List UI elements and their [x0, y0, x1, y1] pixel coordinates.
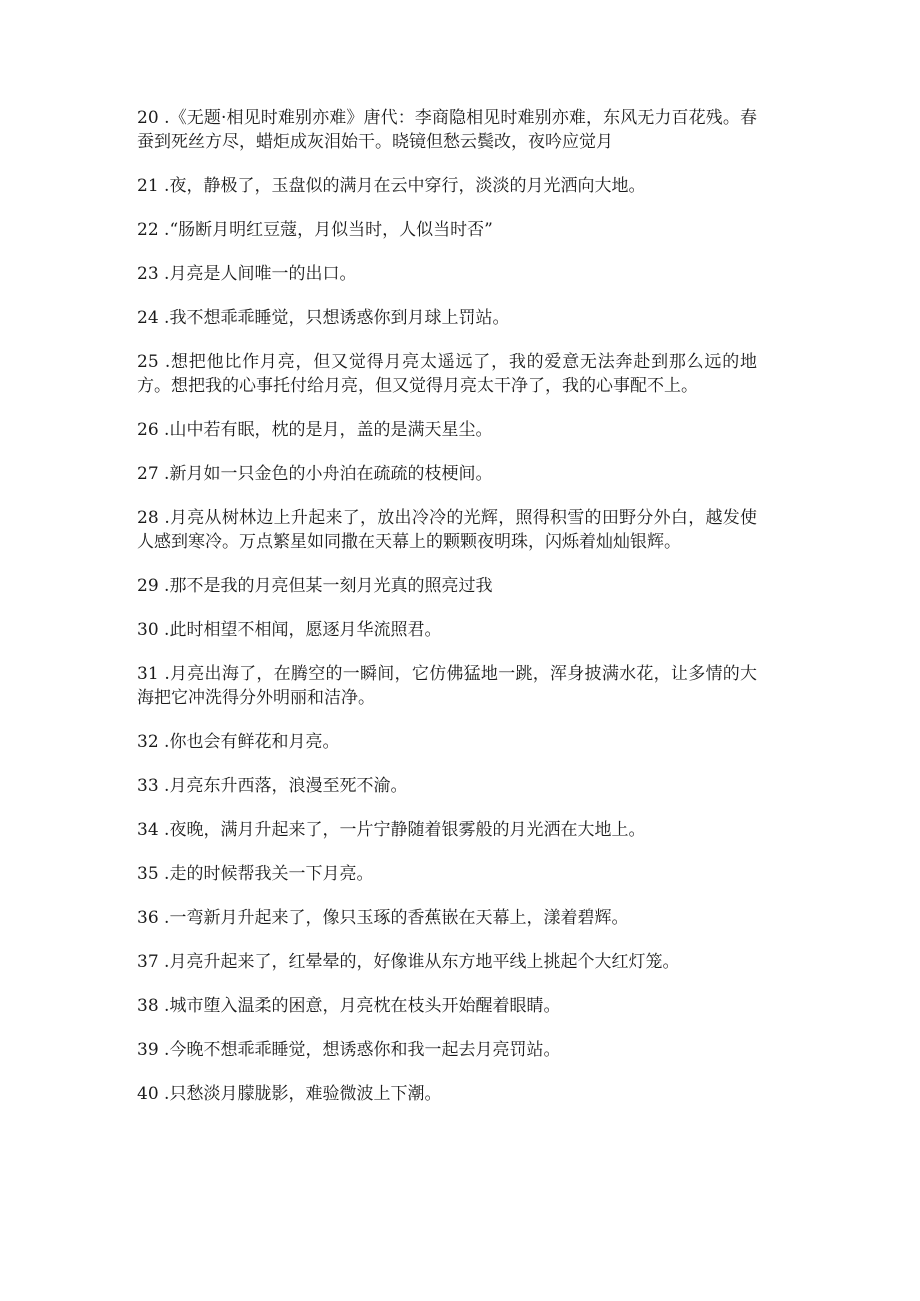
list-item: 34 .夜晚，满月升起来了，一片宁静随着银雾般的月光洒在大地上。 — [137, 820, 646, 840]
list-item: 23 .月亮是人间唯一的出口。 — [137, 264, 357, 284]
list-item: 37 .月亮升起来了，红晕晕的，好像谁从东方地平线上挑起个大红灯笼。 — [137, 952, 680, 972]
item-text: 只愁淡月朦胧影，难验微波上下潮。 — [169, 1084, 442, 1104]
item-text: 你也会有鲜花和月亮。 — [169, 732, 340, 752]
item-number: 27 — [137, 464, 159, 484]
item-number: 35 — [137, 864, 159, 884]
list-item: 26 .山中若有眠，枕的是月，盖的是满天星尘。 — [137, 420, 493, 440]
list-item: 35 .走的时候帮我关一下月亮。 — [137, 864, 374, 884]
item-number: 23 — [137, 264, 159, 284]
item-number: 38 — [137, 996, 159, 1016]
list-item: 30 .此时相望不相闻，愿逐月华流照君。 — [137, 620, 442, 640]
item-number: 34 — [137, 820, 159, 840]
item-number: 33 — [137, 776, 159, 796]
item-text: “肠断月明红豆蔻，月似当时，人似当时否” — [169, 220, 493, 240]
list-item: 28 .月亮从树林边上升起来了，放出冷冷的光辉，照得积雪的田野分外白，越发使人感到寒冷。万点繁星如同撒在天幕上的颗颗夜明珠，闪烁着灿灿银辉。 — [137, 508, 758, 552]
item-number: 32 — [137, 732, 159, 752]
item-text: 月亮从树林边上升起来了，放出冷冷的光辉，照得积雪的田野分外白，越发使人感到寒冷。万点繁星如同撒在天幕上的颗颗夜明珠，闪烁着灿灿银辉。 — [137, 508, 758, 552]
item-text: 月亮出海了，在腾空的一瞬间，它仿佛猛地一跳，浑身披满水花，让多情的大海把它冲洗得分外明丽和洁净。 — [137, 664, 758, 708]
list-item: 24 .我不想乖乖睡觉，只想诱惑你到月球上罚站。 — [137, 308, 510, 328]
list-item: 39 .今晚不想乖乖睡觉，想诱惑你和我一起去月亮罚站。 — [137, 1040, 561, 1060]
list-item: 22 .“肠断月明红豆蔻，月似当时，人似当时否” — [137, 220, 493, 240]
list-item: 36 .一弯新月升起来了，像只玉琢的香蕉嵌在天幕上，漾着碧辉。 — [137, 908, 629, 928]
item-number: 24 — [137, 308, 159, 328]
item-text: 月亮是人间唯一的出口。 — [169, 264, 357, 284]
item-number: 20 — [137, 108, 159, 128]
item-number: 39 — [137, 1040, 159, 1060]
list-item: 25 .想把他比作月亮，但又觉得月亮太遥远了，我的爱意无法奔赴到那么远的地方。想把我的心事托付给月亮，但又觉得月亮太干净了，我的心事配不上。 — [137, 352, 757, 396]
item-text: 城市堕入温柔的困意，月亮枕在枝头开始醒着眼睛。 — [169, 996, 561, 1016]
item-number: 22 — [137, 220, 159, 240]
item-text: 夜，静极了，玉盘似的满月在云中穿行，淡淡的月光洒向大地。 — [169, 176, 646, 196]
list-item: 33 .月亮东升西落，浪漫至死不渝。 — [137, 776, 408, 796]
item-number: 37 — [137, 952, 159, 972]
item-text: 此时相望不相闻，愿逐月华流照君。 — [169, 620, 442, 640]
document-body — [137, 106, 757, 1126]
item-number: 36 — [137, 908, 159, 928]
item-text: 一弯新月升起来了，像只玉琢的香蕉嵌在天幕上，漾着碧辉。 — [169, 908, 629, 928]
list-item: 38 .城市堕入温柔的困意，月亮枕在枝头开始醒着眼睛。 — [137, 996, 561, 1016]
list-item: 21 .夜，静极了，玉盘似的满月在云中穿行，淡淡的月光洒向大地。 — [137, 176, 646, 196]
list-item: 20 .《无题·相见时难别亦难》唐代：李商隐相见时难别亦难，东风无力百花残。春蚕到死丝方尽，蜡炬成灰泪始干。晓镜但愁云鬓改，夜吟应觉月 — [137, 108, 758, 152]
list-item: 29 .那不是我的月亮但某一刻月光真的照亮过我 — [137, 576, 493, 596]
list-item: 27 .新月如一只金色的小舟泊在疏疏的枝梗间。 — [137, 464, 493, 484]
item-text: 《无题·相见时难别亦难》唐代：李商隐相见时难别亦难，东风无力百花残。春蚕到死丝方尽，蜡炬成灰泪始干。晓镜但愁云鬓改，夜吟应觉月 — [137, 108, 758, 152]
list-item: 40 .只愁淡月朦胧影，难验微波上下潮。 — [137, 1084, 442, 1104]
item-text: 新月如一只金色的小舟泊在疏疏的枝梗间。 — [169, 464, 493, 484]
item-text: 走的时候帮我关一下月亮。 — [169, 864, 374, 884]
item-text: 月亮升起来了，红晕晕的，好像谁从东方地平线上挑起个大红灯笼。 — [169, 952, 680, 972]
item-number: 30 — [137, 620, 159, 640]
item-text: 我不想乖乖睡觉，只想诱惑你到月球上罚站。 — [169, 308, 510, 328]
item-text: 夜晚，满月升起来了，一片宁静随着银雾般的月光洒在大地上。 — [169, 820, 646, 840]
list-item: 32 .你也会有鲜花和月亮。 — [137, 732, 340, 752]
item-number: 26 — [137, 420, 159, 440]
item-number: 25 — [137, 352, 159, 372]
item-text: 那不是我的月亮但某一刻月光真的照亮过我 — [169, 576, 493, 596]
list-item: 31 .月亮出海了，在腾空的一瞬间，它仿佛猛地一跳，浑身披满水花，让多情的大海把它冲洗得分外明丽和洁净。 — [137, 664, 758, 708]
item-number: 40 — [137, 1084, 159, 1104]
item-text: 想把他比作月亮，但又觉得月亮太遥远了，我的爱意无法奔赴到那么远的地方。想把我的心事托付给月亮，但又觉得月亮太干净了，我的心事配不上。 — [137, 352, 757, 396]
item-text: 今晚不想乖乖睡觉，想诱惑你和我一起去月亮罚站。 — [169, 1040, 561, 1060]
item-number: 29 — [137, 576, 159, 596]
item-number: 21 — [137, 176, 159, 196]
item-text: 月亮东升西落，浪漫至死不渝。 — [169, 776, 408, 796]
item-number: 31 — [137, 664, 159, 684]
item-text: 山中若有眠，枕的是月，盖的是满天星尘。 — [169, 420, 493, 440]
item-number: 28 — [137, 508, 159, 528]
